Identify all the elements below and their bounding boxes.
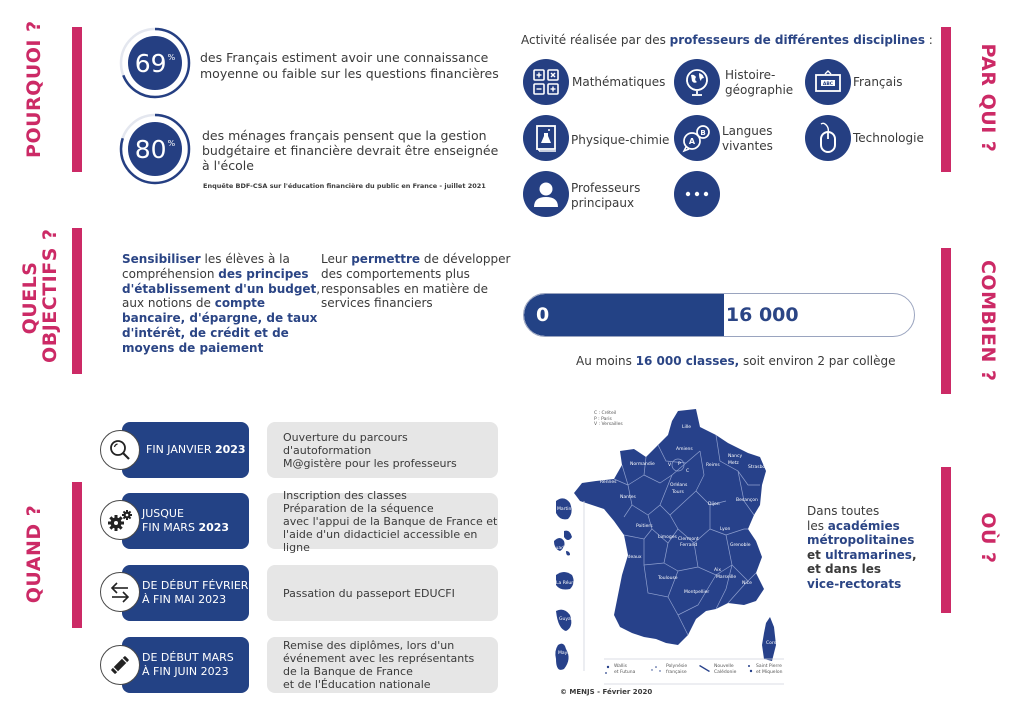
ou-text-line: Dans toutes xyxy=(807,504,880,518)
objectif-1: Sensibiliser les élèves à la compréhension des principes d'établissement d'un budget, aux notions de compte bancaire, d'épargne, de taux d'intérêt, de crédit et de moyens de paiement xyxy=(122,252,321,355)
survey-source: Enquête BDF-CSA sur l'éducation financière du public en France - juillet 2021 xyxy=(203,182,486,190)
svg-text:A: A xyxy=(688,137,696,146)
academy-label: Normandie xyxy=(630,462,655,467)
progress-start-label: 0 xyxy=(536,304,550,326)
stat-circle-69 xyxy=(119,27,191,99)
academy-label: Amiens xyxy=(676,447,693,452)
france-academies-map xyxy=(548,405,788,690)
overseas-bottom-label: Saint Pierre et Miquelon xyxy=(756,664,783,675)
academy-label: Metz xyxy=(728,461,739,466)
academy-label: C xyxy=(686,469,690,474)
discipline-label-histoire: Histoire- géographie xyxy=(725,68,794,97)
academy-label: Nancy xyxy=(728,454,743,459)
progress-end-label: 16 000 xyxy=(725,304,799,326)
ou-title: OÙ ? xyxy=(976,512,999,564)
stat-text-2: des ménages français pensent que la gestion budgétaire et financière devrait être enseignée à l'école xyxy=(202,128,499,173)
academy-label: Lille xyxy=(682,425,692,430)
objectifs-title: QUELS OBJECTIFS ? xyxy=(19,228,61,363)
academy-label: Strasbourg xyxy=(748,465,773,470)
arrows-exchange-icon xyxy=(100,572,140,612)
academy-label: Reims xyxy=(706,463,720,468)
combien-title: COMBIEN ? xyxy=(976,259,999,382)
ou-text-line: métropolitaines xyxy=(807,533,915,548)
objectifs-accent-bar xyxy=(72,228,82,374)
academy-label: V xyxy=(668,463,672,468)
academy-label: Limoges xyxy=(658,535,677,540)
academy-label: Nice xyxy=(742,581,752,586)
overseas-label: La Réunion xyxy=(556,581,581,586)
par-qui-title: PAR QUI ? xyxy=(976,43,999,153)
discipline-label-francais: Français xyxy=(853,75,903,89)
diploma-icon xyxy=(100,645,140,685)
map-legend: C : Créteil P : Paris V : Versailles xyxy=(594,411,623,427)
combien-caption: Au moins 16 000 classes, soit environ 2 par collège xyxy=(576,354,896,368)
map-copyright: © MENJS - Février 2020 xyxy=(560,688,653,696)
academy-label: Clermont xyxy=(678,537,699,542)
timeline-date-2: JUSQUE FIN MARS 2023 xyxy=(122,493,249,549)
academy-label: Marseille xyxy=(716,575,737,580)
academy-label: Montpellier xyxy=(684,590,710,595)
par-qui-accent-bar xyxy=(941,27,951,172)
gears-icon xyxy=(100,500,140,540)
magnifier-icon xyxy=(100,430,140,470)
overseas-label: Mayotte xyxy=(558,651,577,656)
stat-text-1: des Français estiment avoir une connaissance moyenne ou faible sur les questions financières xyxy=(200,50,499,81)
par-qui-intro: Activité réalisée par des professeurs de différentes disciplines : xyxy=(521,33,933,47)
classes-progress-bar xyxy=(523,293,915,337)
pourquoi-accent-bar xyxy=(72,27,82,172)
person-icon xyxy=(523,171,569,217)
academy-label: Bordeaux xyxy=(620,555,642,560)
discipline-label-physique: Physique-chimie xyxy=(571,133,670,147)
svg-text:ABC: ABC xyxy=(822,82,834,87)
academy-label: Toulouse xyxy=(658,576,678,581)
blackboard-icon xyxy=(805,59,851,105)
pourquoi-title: POURQUOI ? xyxy=(23,20,46,158)
stat-circle-80 xyxy=(119,113,191,185)
timeline-date-4: DE DÉBUT MARS À FIN JUIN 2023 xyxy=(122,637,249,693)
ou-text-line: et dans les xyxy=(807,562,881,577)
academy-label: P xyxy=(678,462,681,467)
objectif-2: Leur permettre de développer des comportements plus responsables en matière de services financiers xyxy=(321,252,511,311)
timeline-date-3: DE DÉBUT FÉVRIER À FIN MAI 2023 xyxy=(122,565,249,621)
academy-label: Poitiers xyxy=(636,524,653,529)
timeline-desc-1: Ouverture du parcours d'autoformation M@gistère pour les professeurs xyxy=(267,422,498,478)
stat-value: 69 % xyxy=(134,48,176,78)
academy-label: Dijon xyxy=(708,502,720,507)
overseas-bottom-label: Wallis et Futuna xyxy=(614,664,636,675)
svg-text:B: B xyxy=(700,129,706,137)
more-icon xyxy=(674,171,720,217)
overseas-bottom-label: Nouvelle Calédonie xyxy=(714,664,737,675)
ou-text-line: les académies xyxy=(807,518,900,533)
academy-label: Tours xyxy=(672,490,684,495)
speech-bubbles-icon xyxy=(674,115,720,161)
academy-label: Rennes xyxy=(600,480,617,485)
timeline-desc-4: Remise des diplômes, lors d'un événement avec les représentants de la Banque de France et de l'Éducation nationale xyxy=(267,637,498,693)
ou-text-line: vice-rectorats xyxy=(807,576,902,591)
discipline-label-langues: Langues vivantes xyxy=(722,124,773,153)
overseas-bottom-label: Polynésie française xyxy=(666,664,688,675)
quand-title: QUAND ? xyxy=(23,504,46,604)
academy-label: Grenoble xyxy=(730,543,751,548)
discipline-label-professeurs: Professeurs principaux xyxy=(571,181,641,210)
progress-fill xyxy=(524,294,724,336)
academy-label: Besançon xyxy=(736,498,758,503)
ou-accent-bar xyxy=(941,467,951,613)
france-map xyxy=(548,405,788,690)
stat-value: 80 % xyxy=(134,134,176,164)
ou-text-line: et ultramarines, xyxy=(807,547,917,562)
calculator-icon xyxy=(523,59,569,105)
ou-text xyxy=(807,504,917,592)
timeline-date-1: FIN JANVIER 2023 xyxy=(122,422,249,478)
timeline-desc-3: Passation du passeport EDUCFI xyxy=(267,565,498,621)
flask-book-icon xyxy=(523,115,569,161)
timeline-desc-2: Inscription des classes Préparation de la séquence avec l'appui de la Banque de France et l'aide d'un didacticiel accessible en ligne xyxy=(267,493,498,549)
discipline-label-maths: Mathématiques xyxy=(572,75,666,89)
academy-label: Ferrand xyxy=(680,543,698,548)
academy-label: Corse xyxy=(766,641,779,646)
globe-icon xyxy=(674,59,720,105)
academy-label: Nantes xyxy=(620,495,636,500)
academy-label: Aix xyxy=(714,568,721,573)
academy-label: Orléans xyxy=(670,483,688,488)
quand-accent-bar xyxy=(72,482,82,628)
mouse-icon xyxy=(805,115,851,161)
discipline-label-technologie: Technologie xyxy=(853,131,924,145)
combien-accent-bar xyxy=(941,248,951,394)
overseas-label: Martinique xyxy=(557,507,582,512)
overseas-label: Guadeloupe xyxy=(552,546,580,551)
overseas-label: Guyane xyxy=(559,617,577,622)
academy-label: Lyon xyxy=(720,527,731,532)
